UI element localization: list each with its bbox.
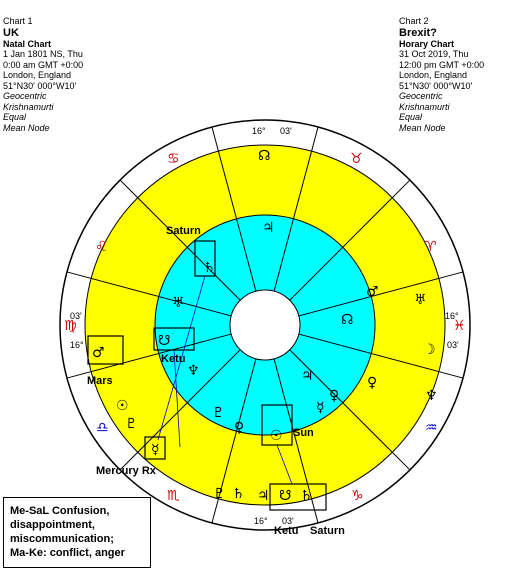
chart1-setting: Mean Node (3, 122, 50, 133)
ring-bottom-min: 03' (282, 516, 294, 526)
saturn-icon: ♄ (300, 488, 313, 504)
cancer-icon: ♋ (167, 151, 180, 167)
chart1-setting: Geocentric (3, 91, 47, 101)
pisces-icon: ♓ (453, 318, 466, 334)
annotation-ketu-left: Ketu (161, 353, 186, 365)
chart2-type: Horary Chart (399, 38, 455, 49)
chart2-setting: Mean Node (399, 122, 446, 133)
annotation-saturn-top: Saturn (166, 225, 201, 237)
chart2-coords: 51°N30' 000°W10' (399, 80, 473, 91)
annotation-mars: Mars (87, 375, 113, 387)
center-hub (230, 290, 300, 360)
moon-icon: ☽ (423, 342, 436, 358)
note-line: disappointment, (10, 519, 95, 531)
jupiter-icon: ♃ (301, 368, 314, 384)
annotation-ketu-bottom: Ketu (274, 525, 299, 537)
aquarius-icon: ♒ (425, 420, 438, 436)
aries-icon: ♈ (424, 239, 437, 255)
sun-icon: ☉ (116, 398, 129, 414)
ring-left-min: 03' (70, 311, 82, 321)
ring-left-deg: 16° (70, 340, 84, 350)
chart1-label: Chart 1 (3, 16, 33, 26)
pluto-icon: ♇ (125, 416, 138, 432)
chart2-date: 31 Oct 2019, Thu (399, 49, 469, 59)
mercury-icon: ☿ (151, 442, 160, 458)
ring-bottom-deg: 16° (254, 516, 268, 526)
chart2-title: Brexit? (399, 26, 437, 39)
mars-icon: ♂ (366, 284, 379, 300)
ketu-icon: ☋ (279, 488, 292, 504)
uranus-icon: ♅ (414, 292, 427, 308)
chart1-title: UK (3, 26, 19, 39)
chart2-label: Chart 2 (399, 16, 429, 26)
chart2-time: 12:00 pm GMT +0:00 (399, 59, 485, 70)
mars-icon: ♂ (92, 345, 105, 361)
venus-icon: ♀ (367, 375, 378, 391)
chart2-setting: Geocentric (399, 91, 443, 101)
ring-top-deg: 16° (252, 126, 266, 136)
venus-icon: ♀ (234, 420, 245, 436)
capricorn-icon: ♑ (351, 488, 364, 504)
libra-icon: ♎ (96, 420, 109, 436)
chart1-setting: Equal (3, 112, 27, 122)
annotation-sun: Sun (293, 427, 314, 439)
neptune-icon: ♆ (187, 363, 200, 379)
note-line: miscommunication; (10, 533, 114, 545)
ring-top-min: 03' (280, 126, 292, 136)
note-line: Ma-Ke: conflict, anger (10, 547, 125, 559)
chart1-date: 1 Jan 1801 NS, Thu (3, 49, 83, 59)
chart1-type: Natal Chart (3, 38, 52, 49)
chart2-setting: Krishnamurti (399, 101, 450, 112)
scorpio-icon: ♏ (167, 488, 180, 504)
uranus-icon: ♅ (172, 295, 185, 311)
annotation-saturn-bottom: Saturn (310, 525, 345, 537)
node-icon: ☊ (341, 312, 354, 328)
virgo-icon: ♍ (64, 318, 77, 334)
node-icon: ☊ (258, 148, 271, 164)
chart2-setting: Equal (399, 112, 423, 122)
jupiter-icon: ♃ (257, 488, 270, 504)
jupiter-icon: ♃ (262, 220, 275, 236)
saturn-icon: ♄ (232, 486, 245, 502)
mercury-icon: ☿ (316, 400, 325, 416)
chart1-time: 0:00 am GMT +0:00 (3, 59, 84, 70)
venus-icon: ♀ (329, 388, 340, 404)
ring-right-deg: 16° (445, 311, 459, 321)
annotation-mercury-rx: Mercury Rx (96, 465, 156, 477)
note-box (3, 497, 151, 568)
taurus-icon: ♉ (350, 151, 363, 167)
saturn-icon: ♄ (203, 260, 216, 276)
pluto-icon: ♇ (213, 486, 226, 502)
leo-icon: ♌ (95, 239, 108, 255)
pluto-icon: ♇ (212, 405, 225, 421)
note-line: Me-SaL Confusion, (10, 505, 110, 517)
ketu-icon: ☋ (158, 333, 171, 349)
sun-icon: ☉ (270, 428, 283, 444)
neptune-icon: ♆ (425, 388, 438, 404)
chart1-place: London, England (3, 70, 72, 80)
ring-right-min: 03' (447, 340, 459, 350)
chart1-setting: Krishnamurti (3, 101, 54, 112)
chart2-place: London, England (399, 70, 468, 80)
chart1-coords: 51°N30' 000°W10' (3, 80, 77, 91)
